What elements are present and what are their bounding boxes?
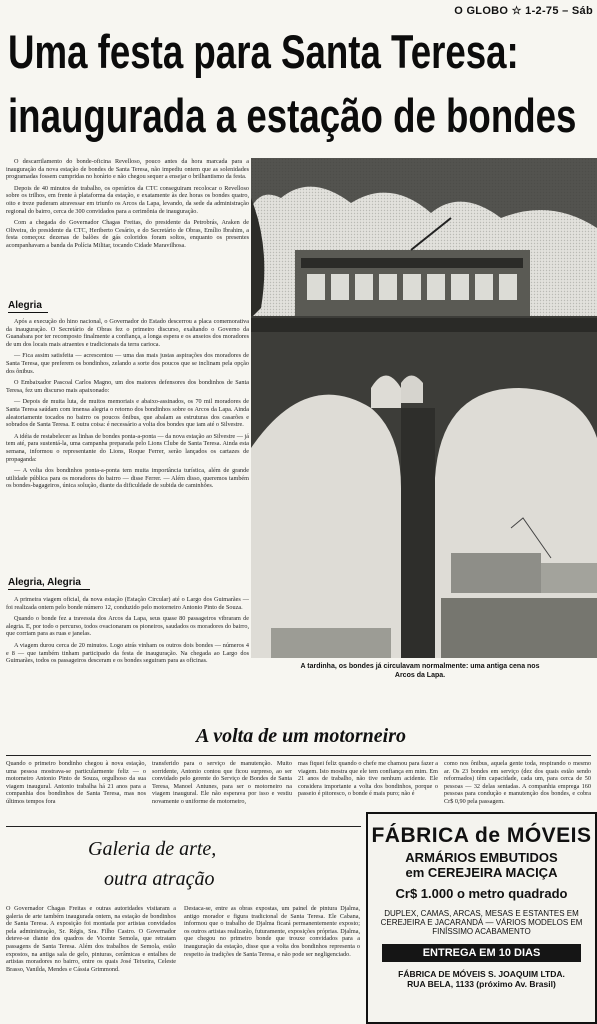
paragraph: O descarrilamento do bonde-oficina Revelloso, pouco antes da hora marcada para a inauguração da nova estação de bondes de Santa Teresa, não impediu ontem que as solenidades programadas fossem cumpridas no horário e não chegou sequer a ensejar o brilhantismo da festa. xyxy=(6,158,249,181)
ad-price: Cr$ 1.000 o metro quadrado xyxy=(395,886,568,901)
ad-title: FÁBRICA de MÓVEIS xyxy=(371,824,592,847)
star-icon: ☆ xyxy=(511,5,522,17)
tram-on-arches-photo xyxy=(251,158,597,658)
section-title-galeria-1: Galeria de arte, xyxy=(88,838,217,860)
issue-date: 1-2-75 xyxy=(525,5,559,17)
paragraph: Quando o bonde fez a travessia dos Arcos da Lapa, seus quase 80 passageiros vibraram de alegria. E, por todo o percurso, todos ovacionaram os pioneiros, saudados os moradores do bairro, que corriam para as ruas e janelas. xyxy=(6,615,249,638)
paper-name: O GLOBO xyxy=(454,5,509,17)
article-alegria xyxy=(6,318,249,573)
galeria-col-1: O Governador Chagas Freitas e outras autoridades visitaram a galeria de arte também inaugurada ontem, na estação de bondinhos de Santa Teresa. A exposição foi montada por artistas convidados pela administração, Sr. Régis, Sra. Filho Castro. O Governador deteve-se diante dos quadros de Vicente Semola, que retratam passagens de Santa Teresa. Além dos trabalhos de Semola, estão expostos, na antiga sala de gelo, pinturas, cerâmicas e entalhes de artistas moradores no bairro, entre os quais José Teixeira, Celeste Brasso, Vanilda, Mendes e Cássia Grimmond. xyxy=(6,905,176,973)
article-alegria-2 xyxy=(6,596,249,720)
paragraph: — Fica assim satisfeita — acrescentou — uma das mais justas aspirações dos moradores de Santa Teresa, que preferem os bondinhos, zelando a sorte dos poucos que se inclinam pela opção dos ônibus. xyxy=(6,352,249,375)
headline-line-1: Uma festa para Santa Teresa: xyxy=(8,25,519,78)
section-title-galeria-2: outra atração xyxy=(104,868,215,890)
ad-company: FÁBRICA DE MÓVEIS S. JOAQUIM LTDA. xyxy=(398,969,565,979)
ad-line-1: ARMÁRIOS EMBUTIDOS xyxy=(405,850,558,865)
paragraph: Depois de 40 minutos de trabalho, os operários da CTC conseguiram recolocar o Revelloso sobre os trilhos, em frente à plataforma da estação, e exatamente às dez horas os bondes quatro, oito e treze puderam atravessar em triunfo os Arcos da Lapa, levando, da sede da administração regional do bairro, cerca de 300 convidados para a cerimônia de inauguração. xyxy=(6,184,249,215)
paragraph: — Depois de muita luta, de muitos memoriais e abaixo-assinados, os 70 mil moradores de Santa Teresa saúdam com imensa alegria o retorno dos bondinhos sobre os Arcos da Lapa. Ainda aleatoriamente tocados no bairro os poucos ônibus, que abalam as estruturas dos casarões e sobrados de Santa Teresa. E outra coisa: é necessário a volta dos bondes que iam até o Silvestre. xyxy=(6,398,249,429)
issue-day: Sáb xyxy=(571,5,593,17)
masthead: O GLOBO ☆ 1-2-75 – Sáb xyxy=(454,5,593,17)
photo-arcos-da-lapa xyxy=(251,158,597,658)
galeria-col-2: Destaca-se, entre as obras expostas, um painel de pintura Djalma, antigo morador e figura tradicional de Santa Teresa. Ele Cabana, informou que o trabalho de Djalma ficará permanentemente exposto; os outros artistas realizarão, futuramente, exposições próprias. Djalma, que chegou no primeiro bonde que trouxe convidados para a inauguração da estação, disse que a volta dos bondinhos representa o respeito às tradições de Santa Teresa, e não pode ser negligenciado. xyxy=(184,905,360,958)
headline-line-2: inaugurada a estação de bondes xyxy=(8,89,577,142)
paragraph: A primeira viagem oficial, da nova estação (Estação Circular) até o Largo dos Guimarães — foi realizada ontem pelo bonde número 12, conduzido pelo motorneiro Antonio Pinto de Souza. xyxy=(6,596,249,611)
ad-address: RUA BELA, 1133 (próximo Av. Brasil) xyxy=(407,979,556,989)
divider xyxy=(6,826,361,827)
paragraph: A idéia de restabelecer as linhas de bondes ponta-a-ponta — da nova estação ao Silvestre — já tem até, para sustentá-la, uma campanha preparada pelo Lions Clube de Santa Teresa. Ainda esta semana, informou o representante do Lions, Roque Ferrer, serão lançados os cartazes de propaganda: xyxy=(6,432,249,463)
paragraph: — A volta dos bondinhos ponta-a-ponta tem muita importância turística, além de grande utilidade pública para os moradores do bairro — disse Ferrer. — Além disso, queremos também os bondes-bagageiros, única solução, diante da dificuldade de subida de caminhões. xyxy=(6,467,249,490)
subhead-alegria: Alegria xyxy=(8,300,48,313)
motorneiro-col-2: transferido para o serviço de manutenção. Muito sorridente, Antonio contou que ficou surpreso, ao ser convidado pelo gerente do Serviço de Bondes de Santa Teresa, Manoel Antunes, para ser o motorneiro na viagem inaugural. Ele não esperava por isso e vestiu novamente o uniforme de motorneiro, xyxy=(152,760,292,805)
ad-products: DUPLEX, CAMAS, ARCAS, MESAS E ESTANTES EM CEREJEIRA E JACARANDÁ — VÁRIOS MODELOS EM FINÍSSIMO ACABAMENTO xyxy=(380,909,583,936)
paragraph: Com a chegada do Governador Chagas Freitas, do presidente da Petrobrás, Araken de Oliveira, do presidente da CTC, Heriberto Cesário, e do Secretário de Obras, Emílio Ibrahim, a festa começou: dezenas de balões de gás coloridos foram soltos, enquanto os presentes acompanhavam a banda da Polícia Militar, tocando Cidade Maravilhosa. xyxy=(6,219,249,249)
paragraph: A viagem durou cerca de 20 minutos. Logo atrás vinham os outros dois bondes — números 4 e 8 — que também tinham participado da festa de inauguração. Na chegada ao Largo dos Guimarães, todos os passageiros desceram e os bondes seguiram para as oficinas. xyxy=(6,641,249,665)
paragraph: Após a execução do hino nacional, o Governador do Estado descerrou a placa comemorativa da inauguração. O Secretário de Obras fez o primeiro discurso, exaltando o Governo da Guanabara por ter recomposto finalmente a confiança, a longa espera e os anseios dos moradores de um dos locais mais atraentes e tradicionais da terra carioca. xyxy=(6,318,249,348)
motorneiro-col-4: como nos ônibus, aquela gente toda, respirando o mesmo ar. Os 23 bondes em serviço (dez dos quais estão sendo reformados) têm capacidade, cada um, para cerca de 50 pessoas — 32 delas sentadas. A companhia emprega 160 pessoas para condução e manutenção dos bondes, e cobra Cr$ 0,90 pela passagem. xyxy=(444,760,591,805)
advertisement-fabrica-moveis xyxy=(366,812,597,1024)
section-title-motorneiro: A volta de um motorneiro xyxy=(196,725,407,747)
divider xyxy=(6,755,591,756)
motorneiro-col-3: mas fiquei feliz quando o chefe me chamou para fazer a viagem. Isto mostra que ele tem confiança em mim. Em 21 anos de trabalho, não tive nenhum acidente. Ele considera importante a volta dos bondinhos, porque o passeio é pitoresco, o bonde é mais puro; não é xyxy=(298,760,438,798)
paragraph: O Embaixador Pascoal Carlos Magno, um dos maiores defensores dos bondinhos de Santa Teresa, fez um discurso mais apaixonado: xyxy=(6,379,249,394)
subhead-alegria-alegria: Alegria, Alegria xyxy=(8,577,90,590)
motorneiro-col-1: Quando o primeiro bondinho chegou à nova estação, uma pessoa mostrava-se particularmente feliz — o motorneiro Antonio Pinto de Souza, orgulhoso da sua viagem inaugural. Antonio trabalha há 21 anos para a companhia dos bondinhos de Santa Teresa, mas nos últimos tempos fora xyxy=(6,760,146,805)
photo-caption: A tardinha, os bondes já circulavam normalmente: uma antiga cena nos Arcos da Lapa. xyxy=(300,663,540,679)
ad-delivery-band: ENTREGA EM 10 DIAS xyxy=(382,944,581,962)
article-intro xyxy=(6,158,249,298)
ad-line-2: em CEREJEIRA MACIÇA xyxy=(405,865,558,880)
